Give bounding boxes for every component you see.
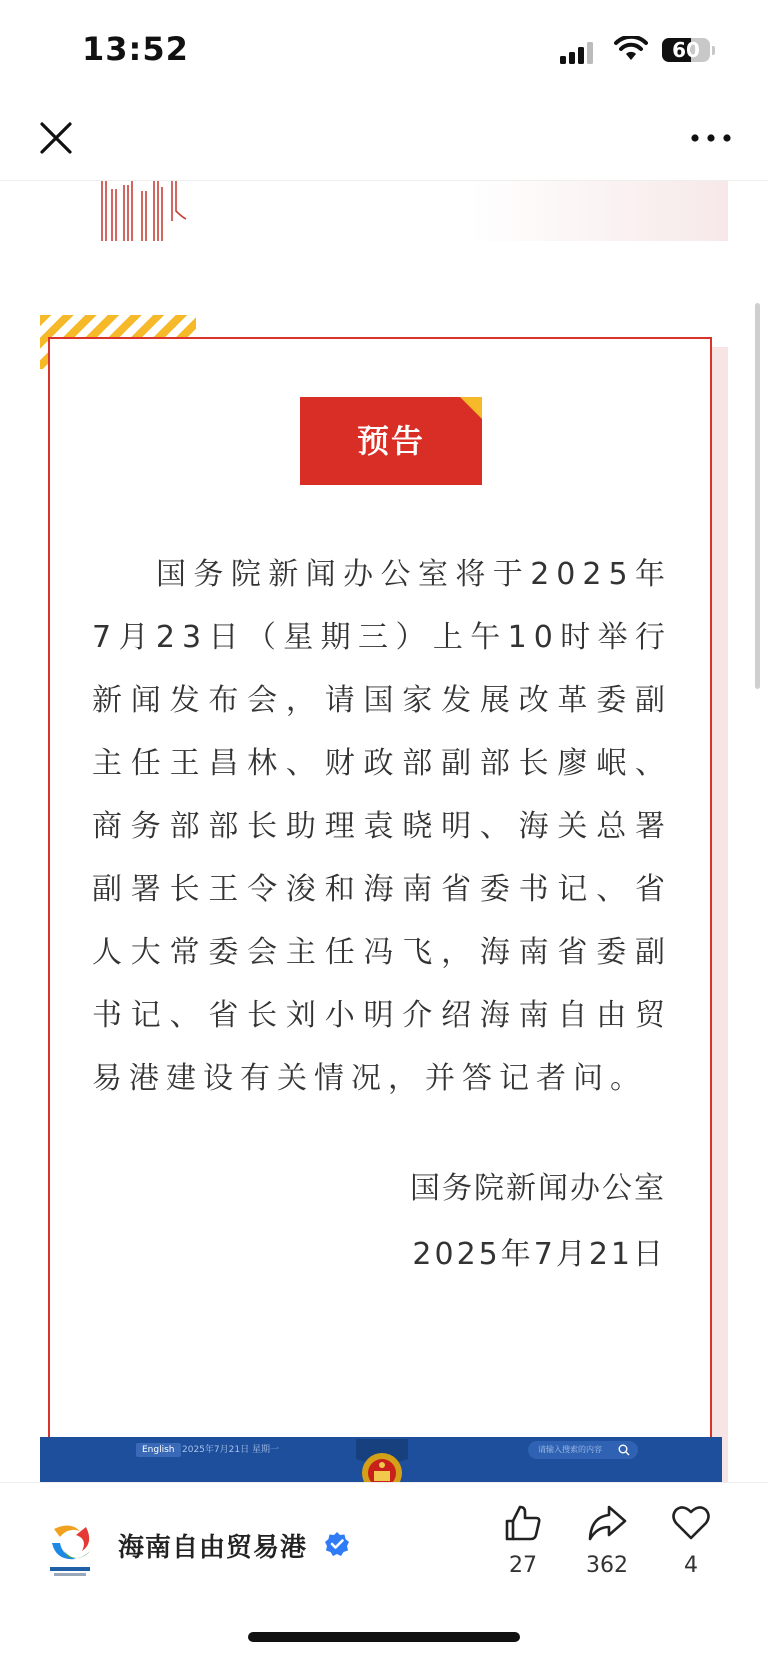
notice-body: 国务院新闻办公室将于2025年7月23日（星期三）上午10时举行新闻发布会，请国家发展改革委副主任王昌林、财政部副部长廖岷、商务部部长助理袁晓明、海关总署副署长王令浚和海南省委书记、省人大常委会主任冯飞，海南省委副书记、省长刘小明介绍海南自由贸易港建设有关情况，并答记者问。 [92,557,672,1096]
more-icon[interactable] [690,130,732,146]
battery-indicator [662,38,710,62]
battery-level: 60 [672,38,700,62]
like-button[interactable] [488,1503,558,1578]
like-count: 27 [509,1553,537,1578]
embedded-language-button: English [136,1443,181,1457]
battery-tip [712,46,715,55]
home-indicator[interactable] [248,1632,520,1642]
embedded-date: 2025年7月21日 星期一 [182,1445,279,1455]
favorite-count: 4 [684,1553,698,1578]
national-emblem-icon [356,1439,408,1482]
share-button[interactable] [572,1503,642,1578]
search-icon [618,1444,630,1456]
thumbs-up-icon [503,1503,543,1543]
verified-badge-icon [324,1531,350,1557]
account-name[interactable]: 海南自由贸易港 [118,1533,308,1563]
heart-icon [671,1503,711,1543]
banner-decoration [100,181,210,243]
notice-card [48,337,712,1473]
nav-bar [0,100,768,181]
share-icon [587,1503,627,1543]
close-icon[interactable] [36,118,76,158]
share-count: 362 [586,1553,628,1578]
banner-gradient [470,181,728,241]
notice-signature-org: 国务院新闻办公室 [410,1171,666,1206]
article-content[interactable] [0,181,768,1482]
notice-tag-label: 预告 [356,422,425,460]
status-bar [0,0,768,100]
embedded-site-screenshot [40,1437,722,1482]
favorite-button[interactable] [656,1503,726,1578]
cellular-signal-icon [560,42,600,64]
account-logo[interactable] [46,1521,94,1579]
notice-signature-date: 2025年7月21日 [412,1237,666,1272]
scrollbar[interactable] [755,303,760,689]
status-time: 13:52 [82,30,189,68]
wifi-icon [614,36,648,62]
tag-corner-decoration [460,397,482,419]
notice-tag [300,397,482,485]
embedded-search-field: 请输入搜索的内容 [528,1441,638,1459]
